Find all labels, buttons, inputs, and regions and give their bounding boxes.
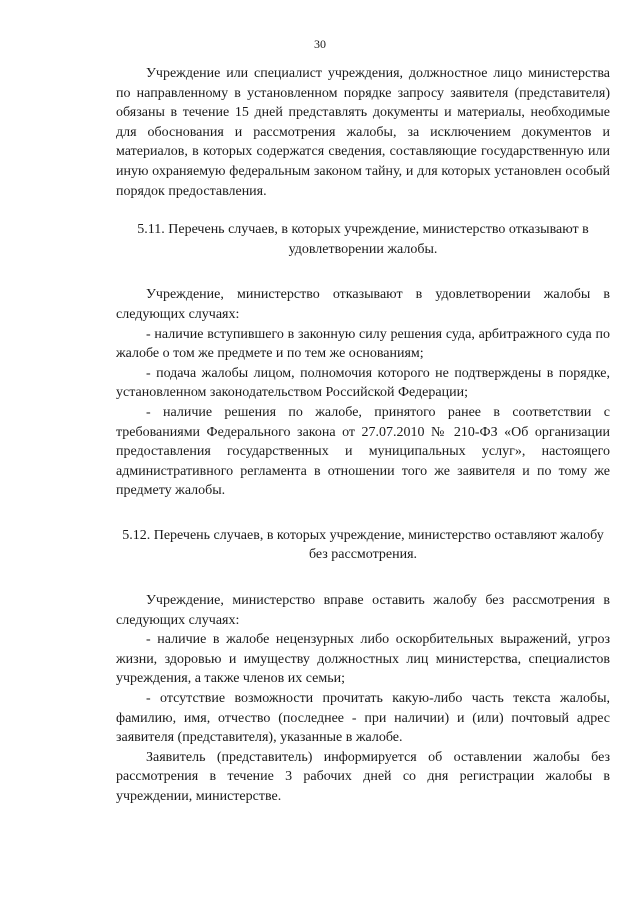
spacer [116, 501, 610, 526]
section-5-11-heading: 5.11. Перечень случаев, в которых учреждение, министерство отказывают в удовлетворении жалобы. [137, 222, 589, 257]
section-5-11-item: - наличие вступившего в законную силу решения суда, арбитражного суда по жалобе о том же предмете и по тем же основаниям; [116, 326, 610, 362]
section-5-12-lead: Учреждение, министерство вправе оставить жалобу без рассмотрения в следующих случаях: [116, 593, 610, 628]
intro-paragraph: Учреждение или специалист учреждения, должностное лицо министерства по направленному в установленном порядке запросу заявителя (представителя) обязаны в течение 15 дней представлять документы и материалы, необходимые для обоснования и рассмотрения жалобы, за исключением документов и материалов, в которых содержатся сведения, составляющие государственную или иную охраняемую федеральным законом тайну, и для которых установлен особый порядок предоставления. [116, 66, 610, 199]
spacer [116, 565, 610, 591]
section-5-12-closing: Заявитель (представитель) информируется об оставлении жалобы без рассмотрения в течение 3 рабочих дней со дня регистрации жалобы в учреждении, министерстве. [116, 749, 610, 804]
document-body [116, 64, 610, 807]
section-5-12-heading: 5.12. Перечень случаев, в которых учреждение, министерство оставляют жалобу без рассмотрения. [122, 527, 604, 563]
page-number: 30 [314, 37, 326, 51]
section-5-11-item: - подача жалобы лицом, полномочия которого не подтверждены в порядке, установленном законодательством Российской Федерации; [116, 365, 610, 401]
section-5-11-item: - наличие решения по жалобе, принятого ранее в соответствии с требованиями Федерального закона от 27.07.2010 № 210-ФЗ «Об организации предоставления государственных и муниципальных услуг», настоящего административного регламента в отношении того же заявителя и по тому же предмету жалобы. [116, 404, 610, 499]
section-5-12-item: - отсутствие возможности прочитать какую-либо часть текста жалобы, фамилию, имя, отчество (последнее - при наличии) и (или) почтовый адрес заявителя (представителя), указанные в жалобе. [116, 691, 610, 746]
section-5-11-lead: Учреждение, министерство отказывают в удовлетворении жалобы в следующих случаях: [116, 287, 610, 322]
spacer [116, 259, 610, 285]
section-5-12-item: - наличие в жалобе нецензурных либо оскорбительных выражений, угроз жизни, здоровью и имуществу должностных лиц министерства, специалистов учреждения, а также членов их семьи; [116, 632, 610, 687]
spacer [116, 201, 610, 220]
